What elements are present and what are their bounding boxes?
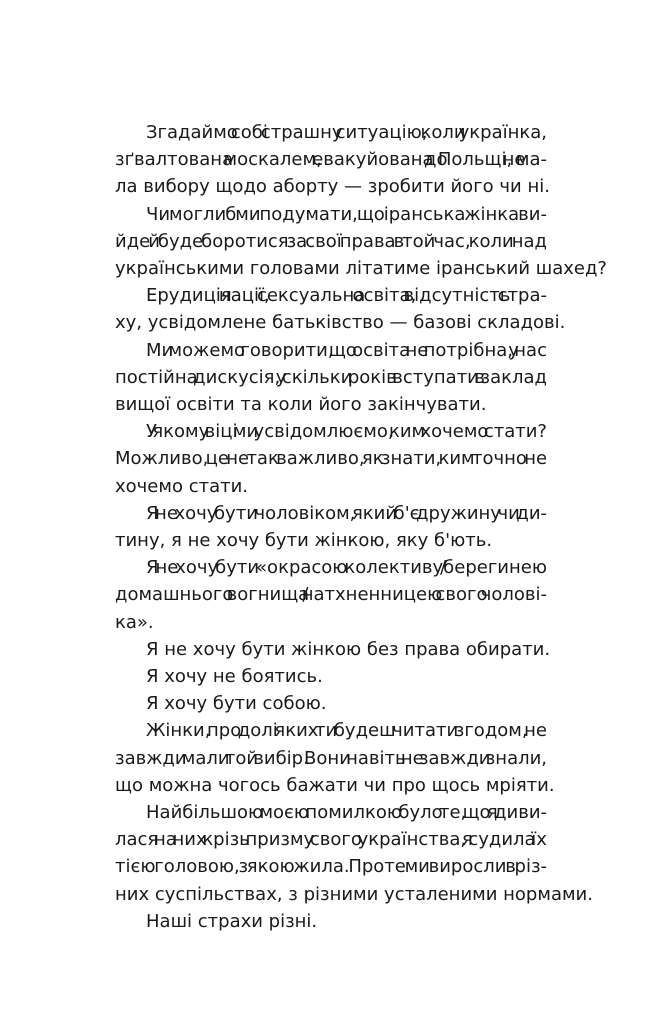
paragraph	[115, 717, 555, 799]
text-line: Найбільшою моєю помилкою було те, що я диви-	[146, 802, 548, 824]
paragraph	[115, 908, 547, 935]
text-line: хочемо стати.	[115, 475, 249, 497]
text-line: що можна чогось бажати чи про щось мріяти.	[115, 774, 555, 796]
text-line: зґвалтована москалем, евакуйована до Польщі, не ма-	[115, 149, 547, 171]
text-line: ла вибору щодо аборту — зробити його чи ні.	[115, 176, 550, 198]
text-line: українськими головами літатиме іранський шахед?	[115, 258, 607, 280]
body-text	[115, 119, 607, 935]
text-line: Я не хочу бути «окрасою колективу / берегинею	[146, 557, 547, 579]
paragraph	[115, 663, 547, 690]
paragraph	[115, 418, 547, 500]
text-line: завжди мали той вибір. Вони навіть не завжди знали,	[115, 747, 548, 769]
text-line: тією головою, з якою жила. Проте ми виросли в різ-	[115, 856, 548, 878]
text-line: постійна дискусія, у скільки років вступати в заклад	[115, 366, 547, 388]
text-line: лася на них крізь призму свого українства, я судила їх	[115, 829, 547, 851]
paragraph	[115, 337, 547, 419]
paragraph	[115, 201, 607, 283]
text-line: Можливо, це не так важливо, як знати, ким точно не	[115, 448, 548, 470]
paragraph	[115, 119, 550, 201]
text-line: Жінки, про долі яких ти будеш читати згодом, не	[146, 720, 548, 742]
paragraph	[115, 500, 547, 554]
text-line: йде й буде боротися за свої права в той час, коли над	[115, 230, 547, 252]
text-line: Я не хочу бути жінкою без права обирати.	[146, 638, 551, 660]
paragraph	[115, 554, 547, 636]
text-line: Наші страхи різні.	[146, 910, 318, 932]
text-line: У якому віці ми усвідомлюємо, ким хочемо стати?	[146, 421, 547, 443]
text-line: Я хочу бути собою.	[146, 693, 327, 715]
text-line: Згадаймо собі страшну ситуацію, коли українка,	[146, 122, 547, 143]
text-line: ху, усвідомлене батьківство — базові складові.	[115, 312, 566, 334]
text-line: ка».	[115, 611, 154, 633]
paragraph	[115, 799, 593, 908]
text-line: Я хочу не боятись.	[146, 666, 323, 688]
text-line: домашнього вогнища / натхненницею свого чолові-	[115, 584, 547, 606]
paragraph	[115, 636, 551, 663]
text-line: Ми можемо говорити, що освіта не потрібна, у нас	[146, 339, 547, 361]
text-line: тину, я не хочу бути жінкою, яку б'ють.	[115, 530, 493, 552]
paragraph	[115, 690, 547, 717]
paragraph	[115, 282, 566, 336]
text-line: Ерудиція нації, сексуальна освіта, відсутність стра-	[146, 285, 547, 307]
text-line: Чи могли б ми подумати, що іранська жінка ви-	[146, 203, 547, 225]
text-line: них суспільствах, з різними усталеними нормами.	[115, 883, 593, 905]
text-line: вищої освіти та коли його закінчувати.	[115, 394, 487, 416]
text-line: Я не хочу бути чоловіком, який б'є дружину чи ди-	[146, 502, 548, 524]
